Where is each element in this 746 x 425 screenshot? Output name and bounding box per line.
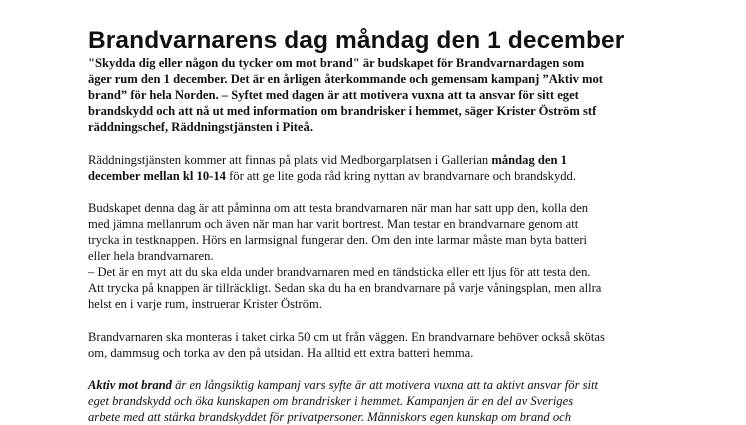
paragraph-event: [88, 152, 668, 184]
paragraph-line: helst en i varje rum, instruerar Krister Öström.: [88, 297, 322, 312]
article-lead: [88, 55, 668, 135]
article-title: Brandvarnarens dag måndag den 1 december: [88, 27, 625, 54]
paragraph-mounting: [88, 329, 668, 361]
lead-line: räddningschef, Räddningstjänsten i Piteå.: [88, 120, 313, 135]
paragraph-line: eget brandskydd och öka kunskapen om brandrisker i hemmet. Kampanjen är en del av Sveriges: [88, 393, 574, 408]
text: är en långsiktig kampanj vars syfte är att motivera vuxna att ta aktivt ansvar för sitt: [171, 377, 599, 392]
campaign-name: Aktiv mot brand: [88, 377, 172, 392]
lead-line: brand” för hela Norden. – Syftet med dagen är att motivera vuxna att ta ansvar för sitt eget: [88, 88, 579, 103]
paragraph-line: om, dammsug och torka av den på utsidan. Ha alltid ett extra batteri hemma.: [88, 345, 474, 360]
paragraph-campaign: [88, 377, 668, 425]
paragraph-line: Att trycka på knappen är tillräckligt. Sedan ska du ha en brandvarnare på varje våningsplan, men allra: [88, 281, 602, 296]
paragraph-line: Brandvarnaren ska monteras i taket cirka 50 cm ut från väggen. En brandvarnare behöver också skötas: [88, 329, 605, 344]
event-time: december mellan kl 10-14: [88, 168, 226, 183]
paragraph-line: [88, 152, 668, 168]
paragraph-line: med jämna mellanrum och även när man har varit bortrest. Man testar en brandvarnare genom att: [88, 216, 579, 231]
event-date: måndag den 1: [491, 152, 567, 167]
text: Räddningstjänsten kommer att finnas på plats vid Medborgarplatsen i Gallerian: [88, 152, 492, 167]
text: för att ge lite goda råd kring nyttan av brandvarnare och brandskydd.: [225, 168, 576, 183]
paragraph-line: [88, 168, 668, 184]
lead-line: äger rum den 1 december. Det är en årligen återkommande och gemensam kampanj ”Aktiv mot: [88, 72, 604, 87]
lead-line: "Skydda dig eller någon du tycker om mot brand" är budskapet för Brandvarnardagen som: [88, 56, 585, 70]
lead-line: brandskydd och att nå ut med information om brandrisker i hemmet, säger Krister Öström stf: [88, 104, 597, 119]
paragraph-line: arbete med att stärka brandskyddet för privatpersoner. Människors egen kunskap om brand och: [88, 410, 572, 425]
paragraph-testing: [88, 200, 668, 313]
article: [88, 27, 668, 425]
paragraph-line: Budskapet denna dag är att påminna om att testa brandvarnaren när man har satt upp den, kolla den: [88, 200, 589, 215]
paragraph-line: trycka in testknappen. Hörs en larmsignal fungerar den. Om den inte larmar måste man byta batteri: [88, 233, 588, 248]
paragraph-line: – Det är en myt att du ska elda under brandvarnaren med en tändsticka eller ett ljus för att testa den.: [88, 265, 591, 280]
paragraph-line: eller hela brandvarnaren.: [88, 249, 214, 264]
paragraph-line: [88, 377, 668, 393]
